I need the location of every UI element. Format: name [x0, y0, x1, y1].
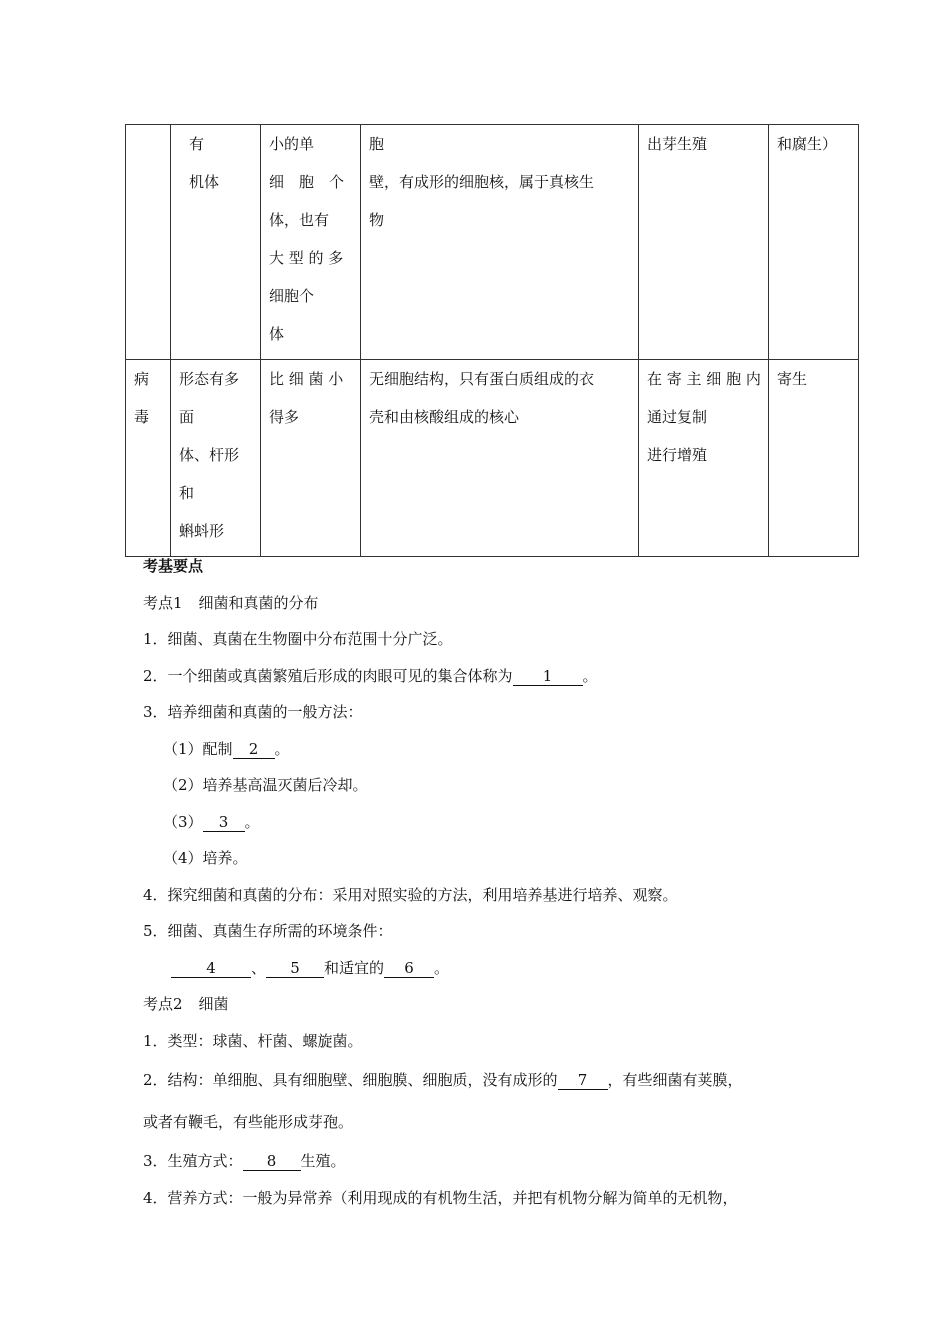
sub-step: （3） 3 。	[163, 812, 260, 831]
table-row	[126, 360, 859, 557]
answer-blank: 7	[558, 1071, 608, 1090]
table-cell	[126, 125, 171, 360]
paragraph: 2．结构：单细胞、具有细胞壁、细胞膜、细胞质，没有成形的 7 ，有些细菌有荚膜，	[143, 1071, 743, 1089]
paragraph: 4．探究细菌和真菌的分布：采用对照实验的方法，利用培养基进行培养、观察。	[143, 885, 678, 904]
table-cell: 出芽生殖	[639, 125, 769, 360]
topic-heading-1: 考点1 细菌和真菌的分布	[143, 593, 319, 612]
section-title: 考基要点	[143, 557, 204, 575]
paragraph: 3．培养细菌和真菌的一般方法：	[143, 703, 363, 721]
comparison-table	[125, 124, 859, 557]
answer-blank: 8	[243, 1152, 301, 1171]
table-row	[126, 125, 859, 360]
table-cell: 比 细 菌 小 得多	[261, 360, 361, 557]
paragraph: 3．生殖方式： 8 生殖。	[143, 1152, 346, 1170]
paragraph: 或者有鞭毛，有些能形成芽孢。	[143, 1113, 354, 1131]
paragraph: 4 、 5 和适宜的 6 。	[143, 950, 843, 987]
sub-step: （1）配制 2 。	[163, 739, 290, 758]
table-cell: 病 毒	[126, 360, 171, 557]
sub-step: （4）培养。	[163, 849, 248, 867]
table-cell: 寄生	[769, 360, 859, 557]
table-cell: 胞 壁，有成形的细胞核，属于真核生 物	[361, 125, 639, 360]
table-cell: 无细胞结构，只有蛋白质组成的衣 壳和由核酸组成的核心	[361, 360, 639, 557]
table-cell: 和腐生）	[769, 125, 859, 360]
answer-blank: 5	[266, 959, 324, 978]
topic-heading-2: 考点2 细菌	[143, 995, 229, 1013]
answer-blank: 3	[203, 813, 245, 832]
paragraph: 2．一个细菌或真菌繁殖后形成的肉眼可见的集合体称为 1 。	[143, 666, 598, 685]
answer-blank: 1	[513, 667, 583, 686]
table-cell: 在 寄 主 细 胞 内 通过复制 进行增殖	[639, 360, 769, 557]
answer-blank: 2	[233, 740, 275, 759]
answer-blank: 4	[171, 959, 251, 978]
study-points	[143, 548, 843, 1216]
table-cell: 形态有多 面 体、杆形 和 蝌蚪形	[171, 360, 261, 557]
paragraph: 1．细菌、真菌在生物圈中分布范围十分广泛。	[143, 630, 453, 648]
table-cell: 小的单 细 胞 个 体，也有 大 型 的 多 细胞个 体	[261, 125, 361, 360]
sub-step: （2）培养基高温灭菌后冷却。	[163, 776, 368, 794]
table-cell: 有 机体	[171, 125, 261, 360]
answer-blank: 6	[384, 959, 434, 978]
paragraph: 5．细菌、真菌生存所需的环境条件：	[143, 922, 393, 940]
paragraph: 1．类型：球菌、杆菌、螺旋菌。	[143, 1031, 363, 1050]
paragraph: 4．营养方式：一般为异常养（利用现成的有机物生活，并把有机物分解为简单的无机物，	[143, 1188, 738, 1207]
